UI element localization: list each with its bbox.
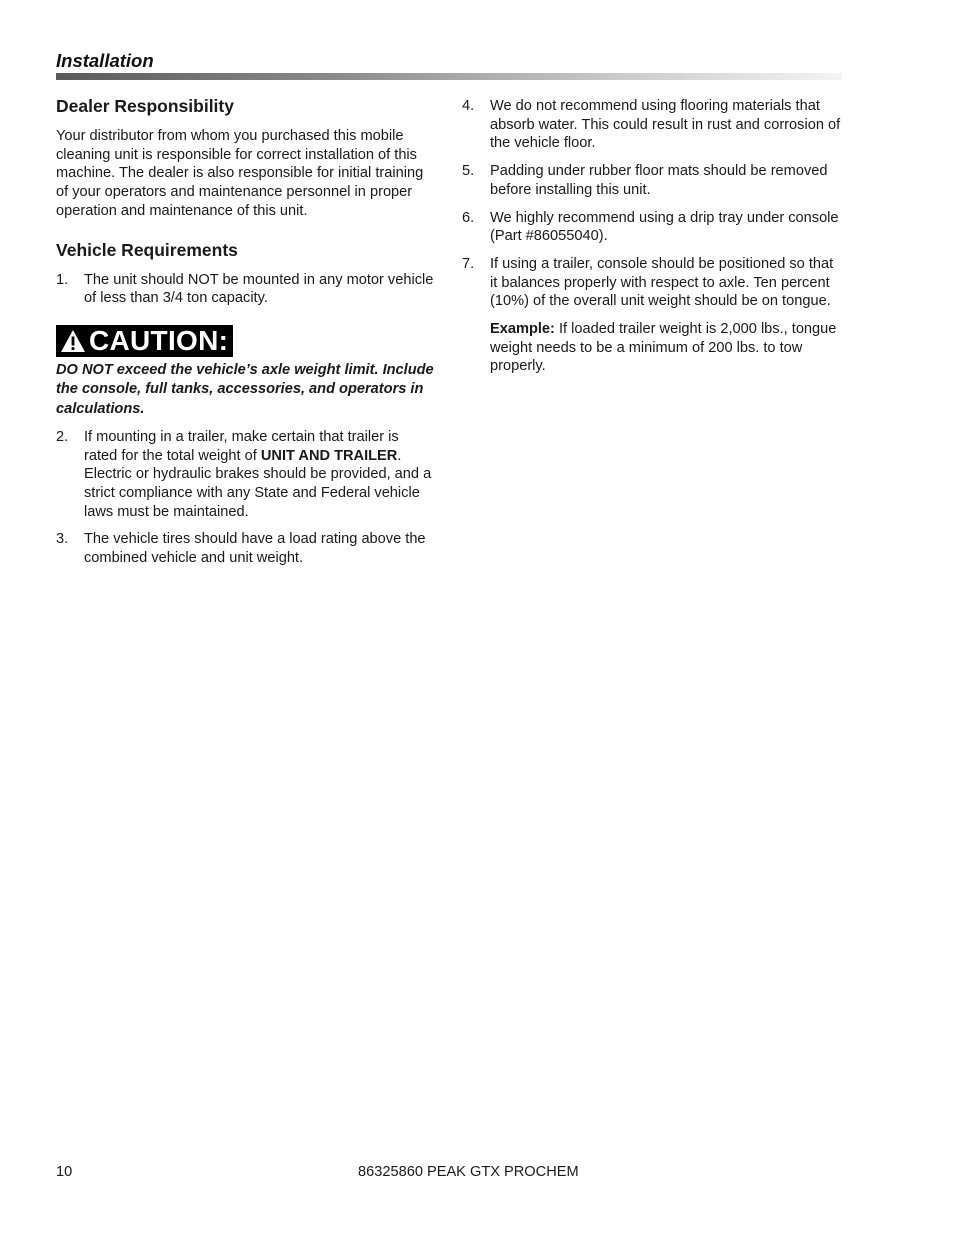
- list-text: The vehicle tires should have a load rating above the combined vehicle and unit weight.: [84, 531, 426, 567]
- caution-block: [56, 325, 436, 419]
- page-number: 10: [56, 1164, 73, 1180]
- list-number: 5.: [462, 163, 475, 180]
- list-number: 2.: [56, 428, 69, 445]
- example-text: If loaded trailer weight is 2,000 lbs., tongue weight needs to be a minimum of 200 lbs. to tow properly.: [490, 321, 837, 375]
- unit-and-trailer-emphasis: UNIT AND TRAILER: [260, 447, 398, 464]
- list-number: 4.: [462, 98, 475, 114]
- list-item-7: [462, 255, 844, 311]
- list-text: We do not recommend using flooring materials that absorb water. This could result in rust and corrosion of the vehicle floor.: [490, 98, 841, 152]
- warning-triangle-icon: [60, 329, 86, 353]
- caution-label: CAUTION:: [89, 324, 229, 356]
- list-text: [84, 428, 436, 522]
- list-text-part: . Electric or hydraulic brakes should be provided, and a strict compliance with any State and Federal vehicle laws must be maintained.: [84, 447, 432, 520]
- list-text-part: If mounting in a trailer, make certain that trailer is rated for the total weight of: [84, 428, 399, 464]
- dealer-paragraph: Your distributor from whom you purchased this mobile cleaning unit is responsible for correct installation of this machine. The dealer is also responsible for initial training of your operators and maintenance personnel in proper operation and maintenance of this unit.: [56, 128, 424, 219]
- list-item-2: [56, 428, 436, 522]
- list-text: Padding under rubber floor mats should be removed before installing this unit.: [490, 163, 828, 198]
- header-divider: [56, 73, 842, 80]
- list-item-6: [462, 209, 844, 246]
- left-column: [56, 95, 436, 568]
- list-number: 1.: [56, 271, 69, 288]
- list-item-1: [56, 271, 436, 308]
- section-title: Installation: [56, 50, 154, 71]
- list-number: 7.: [462, 255, 475, 272]
- page-header: [56, 50, 842, 80]
- list-item-4: [462, 97, 844, 153]
- document-id: 86325860 PEAK GTX PROCHEM: [358, 1164, 579, 1180]
- right-column: [462, 95, 844, 376]
- example-label: Example:: [490, 321, 555, 338]
- list-item-5: [462, 162, 844, 199]
- caution-text: DO NOT exceed the vehicle’s axle weight limit. Include the console, full tanks, accessories, and operators in calculations.: [56, 361, 434, 417]
- example-paragraph: [490, 320, 844, 376]
- dealer-heading: Dealer Responsibility: [56, 96, 234, 116]
- list-text: We highly recommend using a drip tray under console (Part #86055040).: [490, 209, 839, 245]
- list-text: If using a trailer, console should be positioned so that it balances properly with respect to axle. Ten percent (10%) of the overall unit weight should be on tongue.: [490, 255, 834, 310]
- list-text: The unit should NOT be mounted in any motor vehicle of less than 3/4 ton capacity.: [84, 271, 434, 307]
- list-number: 6.: [462, 209, 475, 226]
- vehicle-heading: Vehicle Requirements: [56, 239, 238, 260]
- list-item-3: [56, 530, 436, 567]
- list-number: 3.: [56, 531, 69, 548]
- caution-badge: [56, 325, 233, 357]
